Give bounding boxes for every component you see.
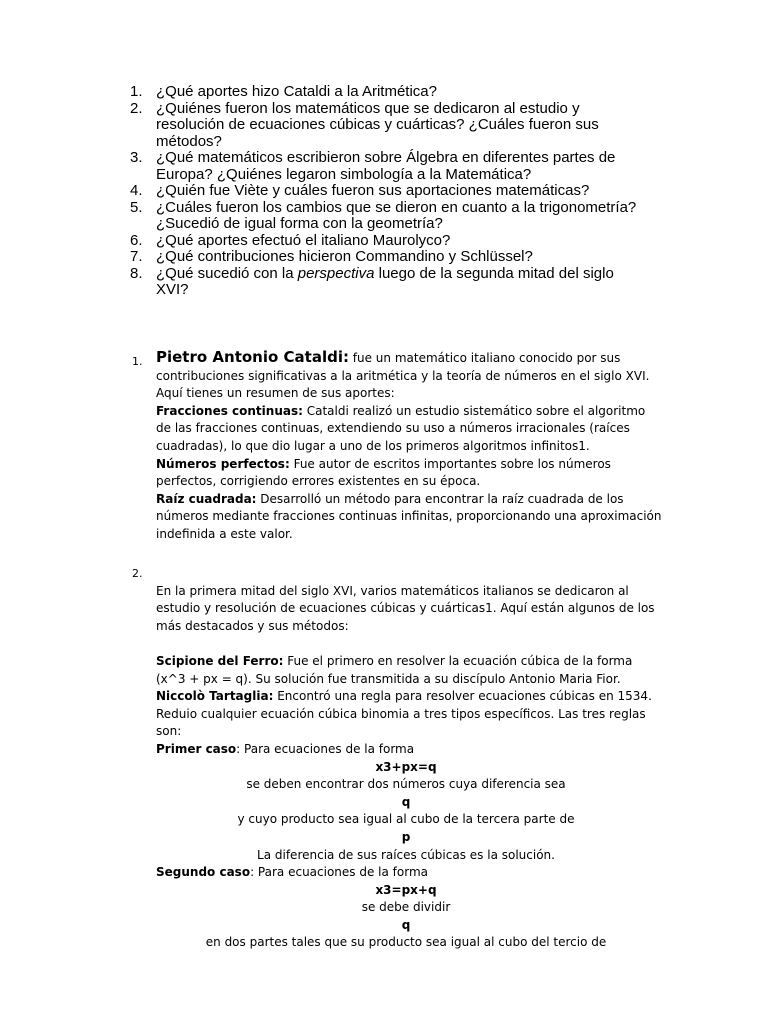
centered-text: se debe dividir: [361, 900, 451, 915]
answer-1: [132, 349, 662, 544]
case-1-heading: Primer caso: Para ecuaciones de la forma: [156, 741, 415, 756]
question-8: [110, 266, 650, 299]
ferro-paragraph: Scipione del Ferro: Fue el primero en resolver la ecuación cúbica de la forma (x^3 + px = q). Su solución fue transmitida a su discípulo Antonio Maria Fior.: [156, 653, 633, 686]
question-1: [110, 84, 650, 101]
question-3: [110, 150, 650, 183]
question-number: 5.: [130, 198, 143, 216]
centered-text: en dos partes tales que su producto sea igual al cubo del tercio de: [205, 935, 607, 950]
question-text: ¿Qué matemáticos escribieron sobre Álgebra en diferentes partes de Europa? ¿Quiénes legaron simbología a la Matemática?: [156, 149, 616, 183]
question-number: 4.: [130, 182, 143, 199]
answer-1-lead: Pietro Antonio Cataldi:: [156, 348, 349, 366]
variable: p: [401, 829, 411, 844]
centered-text: La diferencia de sus raíces cúbicas es la solución.: [257, 847, 555, 862]
question-number: 2.: [130, 99, 143, 117]
answer-1-item: Números perfectos: Fue autor de escritos importantes sobre los números perfectos, corrigiendo errores existentes en su época.: [156, 456, 611, 489]
answer-2-intro: En la primera mitad del siglo XVI, varios matemáticos italianos se dedicaron al estudio y resolución de ecuaciones cúbicas y cuárticas1. Aquí están algunos de los más destacados y sus métodos:: [156, 583, 655, 633]
question-text-pre: ¿Qué sucedió con la: [156, 264, 298, 282]
question-text: ¿Qué aportes hizo Cataldi a la Aritmética?: [156, 83, 437, 100]
variable: q: [401, 917, 411, 932]
question-text: ¿Quién fue Viète y cuáles fueron sus aportaciones matemáticas?: [156, 182, 590, 199]
question-list: [110, 84, 650, 299]
question-number: 6.: [130, 231, 143, 249]
question-7: [110, 249, 650, 266]
answer-number: 1.: [132, 355, 143, 368]
question-number: 8.: [130, 264, 143, 282]
question-number: 7.: [130, 248, 143, 265]
answer-number: 2.: [132, 567, 143, 580]
question-text: ¿Qué aportes efectuó el italiano Maurolyco?: [156, 231, 451, 249]
question-text: ¿Quiénes fueron los matemáticos que se dedicaron al estudio y resolución de ecuaciones cúbicas y cuárticas? ¿Cuáles fueron sus métodos?: [156, 99, 599, 150]
question-2: [110, 101, 650, 151]
question-number: 1.: [130, 83, 143, 100]
question-text: ¿Cuáles fueron los cambios que se dieron en cuanto a la trigonometría? ¿Sucedió de igual forma con la geometría?: [156, 198, 637, 232]
question-5: [110, 200, 650, 233]
centered-text: y cuyo producto sea igual al cubo de la tercera parte de: [237, 812, 575, 827]
equation: x3=px+q: [375, 882, 437, 897]
blank-line: [156, 635, 662, 653]
tartaglia-paragraph: Niccolò Tartaglia: Encontró una regla para resolver ecuaciones cúbicas en 1534. Reduio cualquier ecuación cúbica binomia a tres tipos específicos. Las tres reglas son:: [156, 689, 652, 739]
question-number: 3.: [130, 149, 143, 166]
question-text-emphasis: perspectiva: [297, 264, 375, 282]
question-6: [110, 233, 650, 250]
answer-1-item: Raíz cuadrada: Desarrolló un método para encontrar la raíz cuadrada de los números mediante fracciones continuas infinitas, proporcionando una aproximación indefinida a este valor.: [156, 491, 662, 541]
question-text: ¿Qué contribuciones hicieron Commandino y Schlüssel?: [156, 248, 533, 265]
answer-1-intro: Pietro Antonio Cataldi: fue un matemático italiano conocido por sus contribuciones significativas a la aritmética y la teoría de números en el siglo XVI. Aquí tienes un resumen de sus aportes:: [156, 348, 650, 401]
equation: x3+px=q: [375, 759, 437, 774]
question-4: [110, 183, 650, 200]
variable: q: [401, 794, 411, 809]
case-2-heading: Segundo caso: Para ecuaciones de la forma: [156, 865, 429, 880]
centered-text: se deben encontrar dos números cuya diferencia sea: [246, 777, 566, 792]
answer-1-item: Fracciones continuas: Cataldi realizó un estudio sistemático sobre el algoritmo de las fracciones continuas, extendiendo su uso a números irracionales (raíces cuadradas), lo que dio lugar a uno de los primeros algoritmos infinitos1.: [156, 403, 646, 453]
answer-2: [132, 565, 662, 952]
question-text-post: luego de la segunda mitad del siglo XVI?: [156, 264, 614, 298]
